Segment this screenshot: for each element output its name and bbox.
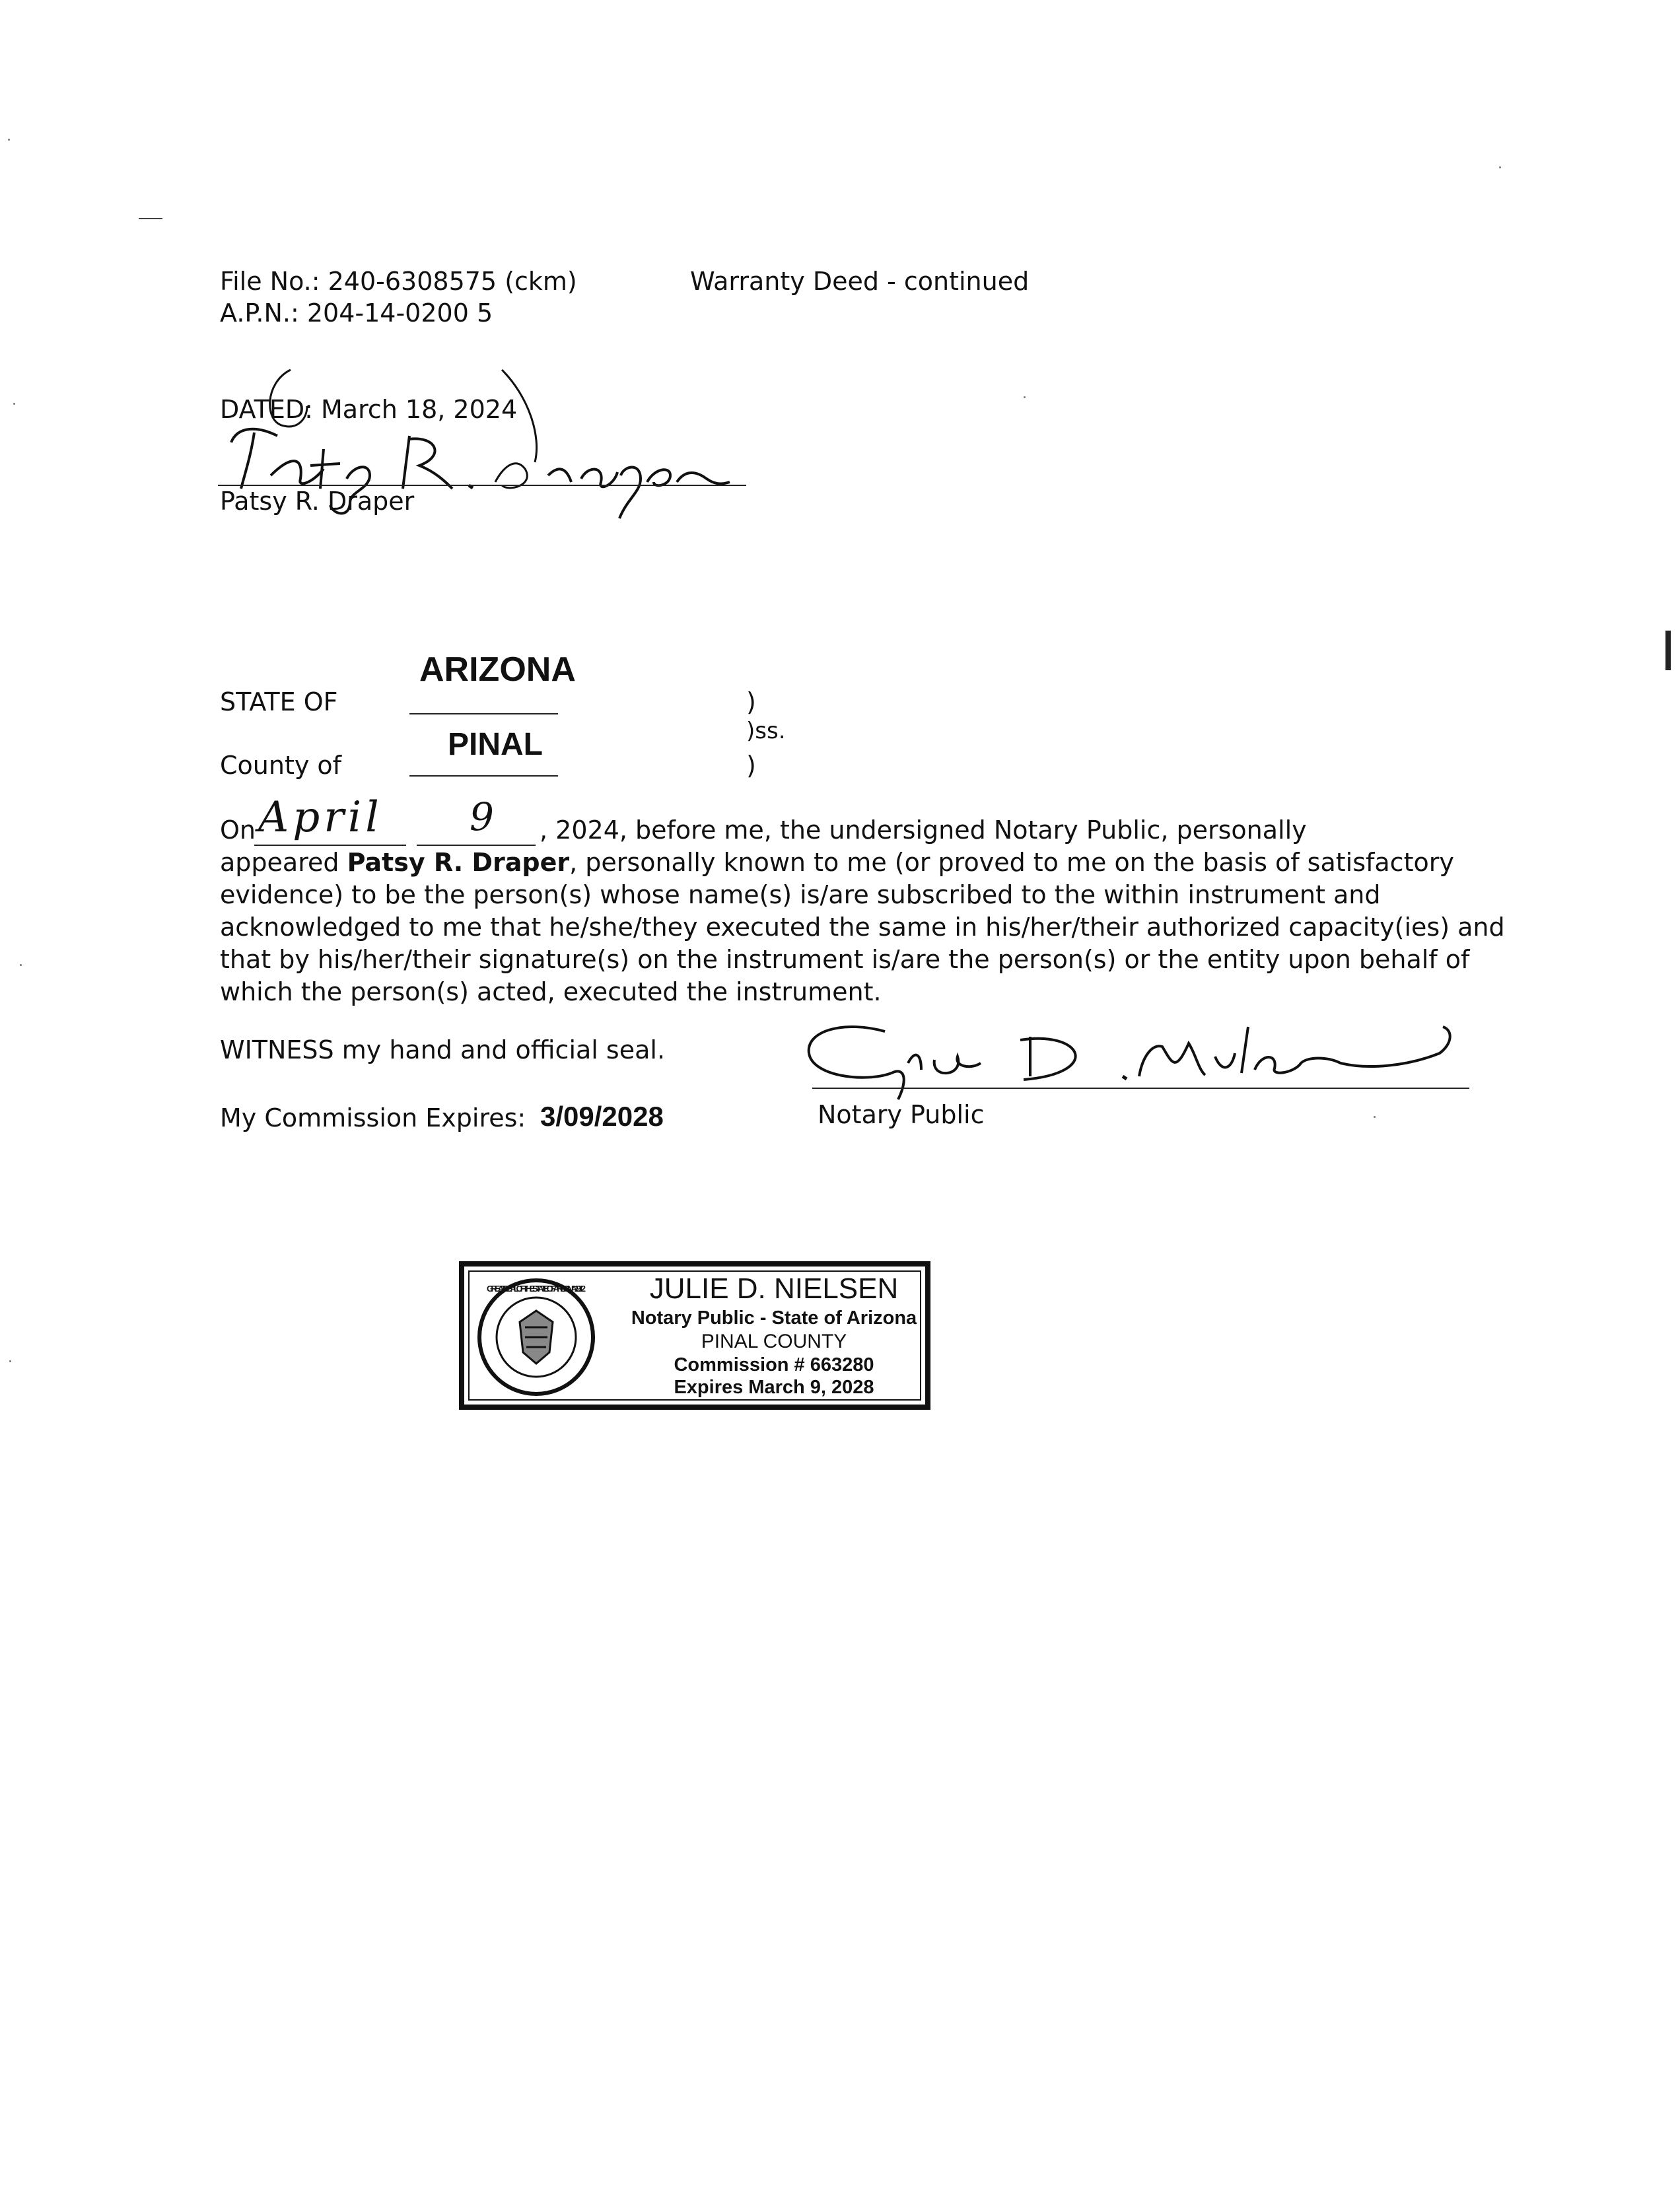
county-value: PINAL (448, 727, 543, 762)
county-label: County of (220, 751, 342, 780)
ack-month-handwritten: April (258, 793, 383, 842)
arizona-state-seal-emblem (473, 1274, 599, 1400)
ack-line-5: that by his/her/their signature(s) on the instrument is/are the person(s) or the entity upon behalf of (220, 945, 1470, 974)
ack-line-1-rest: , 2024, before me, the undersigned Notary Public, personally (540, 816, 1307, 845)
ack-line-4: acknowledged to me that he/she/they executed the same in his/her/their authorized capacity(ies) and (220, 913, 1505, 942)
state-value: ARIZONA (419, 650, 576, 689)
ack-line-1 (220, 793, 1307, 847)
seal-expiration: Expires March 9, 2028 (674, 1377, 874, 1398)
ack-day-handwritten: 9 (470, 794, 494, 839)
county-underline (409, 775, 558, 777)
document-title: Warranty Deed - continued (690, 267, 1030, 296)
scan-speck (13, 403, 15, 405)
file-number: File No.: 240-6308575 (ckm) (220, 267, 577, 296)
ack-line-2 (220, 847, 1454, 879)
state-underline (409, 713, 558, 714)
scan-speck (20, 964, 22, 966)
ack-line-6: which the person(s) acted, executed the instrument. (220, 977, 882, 1006)
ack-line-3: evidence) to be the person(s) whose name(s) is/are subscribed to the within instrument and (220, 880, 1381, 909)
ack-appeared-word: appeared (220, 848, 339, 877)
venue-ss: )ss. (746, 718, 786, 744)
scan-dash-mark (139, 218, 162, 219)
scan-speck (9, 1360, 11, 1362)
notary-seal-stamp (459, 1261, 930, 1410)
notary-signature (792, 1017, 1479, 1109)
grantor-name: Patsy R. Draper (220, 487, 415, 516)
venue-paren-bottom: ) (746, 751, 756, 780)
ack-on-word: On (220, 816, 256, 845)
witness-statement: WITNESS my hand and official seal. (220, 1035, 666, 1064)
scan-speck (1374, 1116, 1376, 1118)
ack-party-name: Patsy R. Draper (347, 848, 570, 877)
notary-public-label: Notary Public (818, 1100, 985, 1129)
seal-notary-title: Notary Public - State of Arizona (631, 1307, 917, 1329)
scan-edge-mark (1665, 631, 1671, 670)
venue-paren-top: ) (746, 687, 756, 716)
seal-notary-name: JULIE D. NIELSEN (649, 1272, 899, 1305)
scan-speck (1024, 396, 1026, 398)
state-label: STATE OF (220, 687, 338, 716)
seal-county: PINAL COUNTY (701, 1331, 847, 1352)
seal-commission-number: Commission # 663280 (674, 1354, 874, 1375)
dated-line: DATED: March 18, 2024 (220, 395, 518, 424)
seal-ring-text: GREAT SEAL OF THE STATE OF ARIZONA 1912 (487, 1284, 586, 1294)
scan-speck (8, 139, 10, 141)
ack-month-underline (254, 845, 406, 846)
apn-number: A.P.N.: 204-14-0200 5 (220, 298, 493, 328)
commission-expiry-value: 3/09/2028 (540, 1101, 664, 1132)
ack-day-underline (417, 845, 536, 846)
scan-speck (1499, 166, 1501, 168)
ack-line-2-rest: , personally known to me (or proved to me on the basis of satisfactory (569, 848, 1454, 877)
commission-label: My Commission Expires: (220, 1103, 526, 1132)
